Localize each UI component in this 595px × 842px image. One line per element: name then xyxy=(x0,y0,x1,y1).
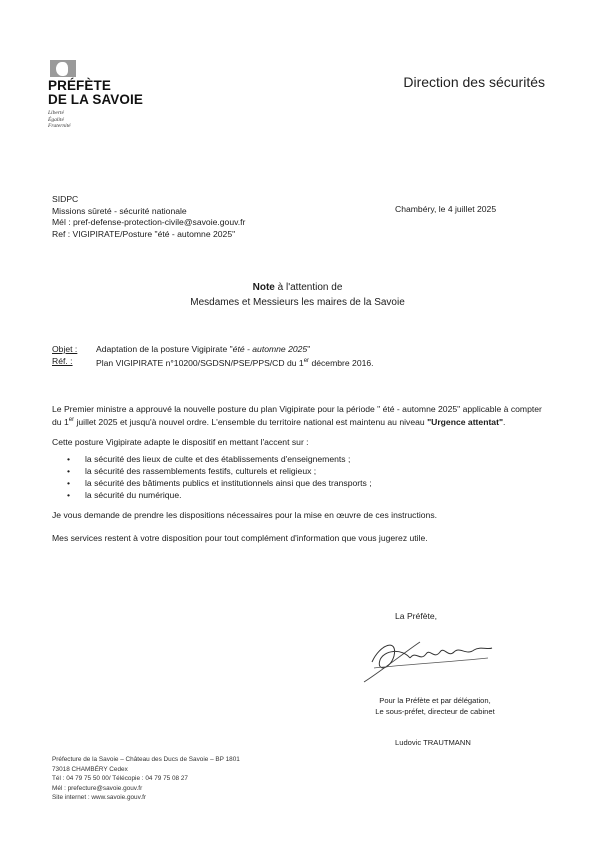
logo-line2: DE LA SAVOIE xyxy=(48,92,143,107)
motto-liberte: Liberté xyxy=(48,110,64,116)
handwritten-signature xyxy=(350,622,500,686)
logo-title xyxy=(48,79,143,107)
letter-date: Chambéry, le 4 juillet 2025 xyxy=(395,204,497,214)
marianne-logo-icon xyxy=(50,60,76,77)
sender-block xyxy=(52,194,245,240)
footer-line: 73018 CHAMBÉRY Cedex xyxy=(52,765,128,773)
footer-line: Tél : 04 79 75 50 00/ Télécopie : 04 79 75 08 27 xyxy=(52,775,188,783)
note-bold: Note xyxy=(252,282,275,293)
reference-label: Réf. : xyxy=(52,356,73,366)
letter-body xyxy=(52,404,542,553)
list-item: • la sécurité des bâtiments publics et institutionnels ainsi que des transports ; xyxy=(52,477,542,489)
note-line1: à l'attention de xyxy=(274,282,343,293)
reference-text: Plan VIGIPIRATE n°10200/SGDSN/PSE/PPS/CD du 1er décembre 2016. xyxy=(96,357,374,368)
bullet-icon: • xyxy=(66,465,70,476)
bullet-icon: • xyxy=(66,477,70,488)
motto-fraternite: Fraternité xyxy=(48,123,71,129)
footer-line: Préfecture de la Savoie – Château des Ducs de Savoie – BP 1801 xyxy=(52,756,240,763)
republic-motto xyxy=(48,110,143,130)
subject-block xyxy=(52,343,374,369)
note-heading xyxy=(0,280,595,310)
paragraph-3: Je vous demande de prendre les dispositions nécessaires pour la mise en œuvre de ces instructions. xyxy=(52,509,438,520)
paragraph-2: Cette posture Vigipirate adapte le dispositif en mettant l'accent sur : xyxy=(52,436,309,447)
list-item: • la sécurité du numérique. xyxy=(52,489,542,501)
bullet-icon: • xyxy=(66,489,70,500)
delegation-line2: Le sous-préfet, directeur de cabinet xyxy=(375,706,495,716)
footer-line: Mél : prefecture@savoie.gouv.fr xyxy=(52,784,143,792)
signer-name: Ludovic TRAUTMANN xyxy=(395,738,471,747)
sender-mail: Mél : pref-defense-protection-civile@savoie.gouv.fr xyxy=(52,217,246,227)
prefecture-logo xyxy=(48,60,143,130)
bullet-icon: • xyxy=(66,453,70,464)
footer-address xyxy=(52,755,240,803)
reference-row xyxy=(52,355,374,369)
footer-line: Site internet : www.savoie.gouv.fr xyxy=(52,794,147,802)
note-recipients: Mesdames et Messieurs les maires de la Savoie xyxy=(190,297,405,308)
delegation-block xyxy=(350,696,520,717)
sender-mission: Missions sûreté - sécurité nationale xyxy=(52,205,187,216)
delegation-line1: Pour la Préfète et par délégation, xyxy=(379,696,491,705)
subject-label: Objet : xyxy=(52,344,78,354)
list-item: • la sécurité des rassemblements festifs, culturels et religieux ; xyxy=(52,465,542,477)
paragraph-1: Le Premier ministre a approuvé la nouvelle posture du plan Vigipirate pour la période " été - automne 2025" applicable à compter du 1er juillet 2025 et jusqu'à nouvel ordre. L'ensemble du territoire national est maintenu au niveau "Urgence attentat". xyxy=(52,404,542,427)
focus-list xyxy=(52,453,542,501)
signature-title: La Préfète, xyxy=(395,611,438,621)
motto-egalite: Égalité xyxy=(48,116,64,123)
subject-row xyxy=(52,343,374,355)
list-item: • la sécurité des lieux de culte et des établissements d'enseignements ; xyxy=(52,453,542,465)
subject-text: Adaptation de la posture Vigipirate "été - automne 2025" xyxy=(96,344,311,354)
sender-ref: Ref : VIGIPIRATE/Posture "été - automne 2025" xyxy=(52,228,236,239)
direction-title: Direction des sécurités xyxy=(403,74,545,90)
logo-line1: PRÉFÈTE xyxy=(48,78,111,93)
sender-service: SIDPC xyxy=(52,194,79,204)
paragraph-4: Mes services restent à votre disposition pour tout complément d'information que vous jugerez utile. xyxy=(52,532,428,543)
